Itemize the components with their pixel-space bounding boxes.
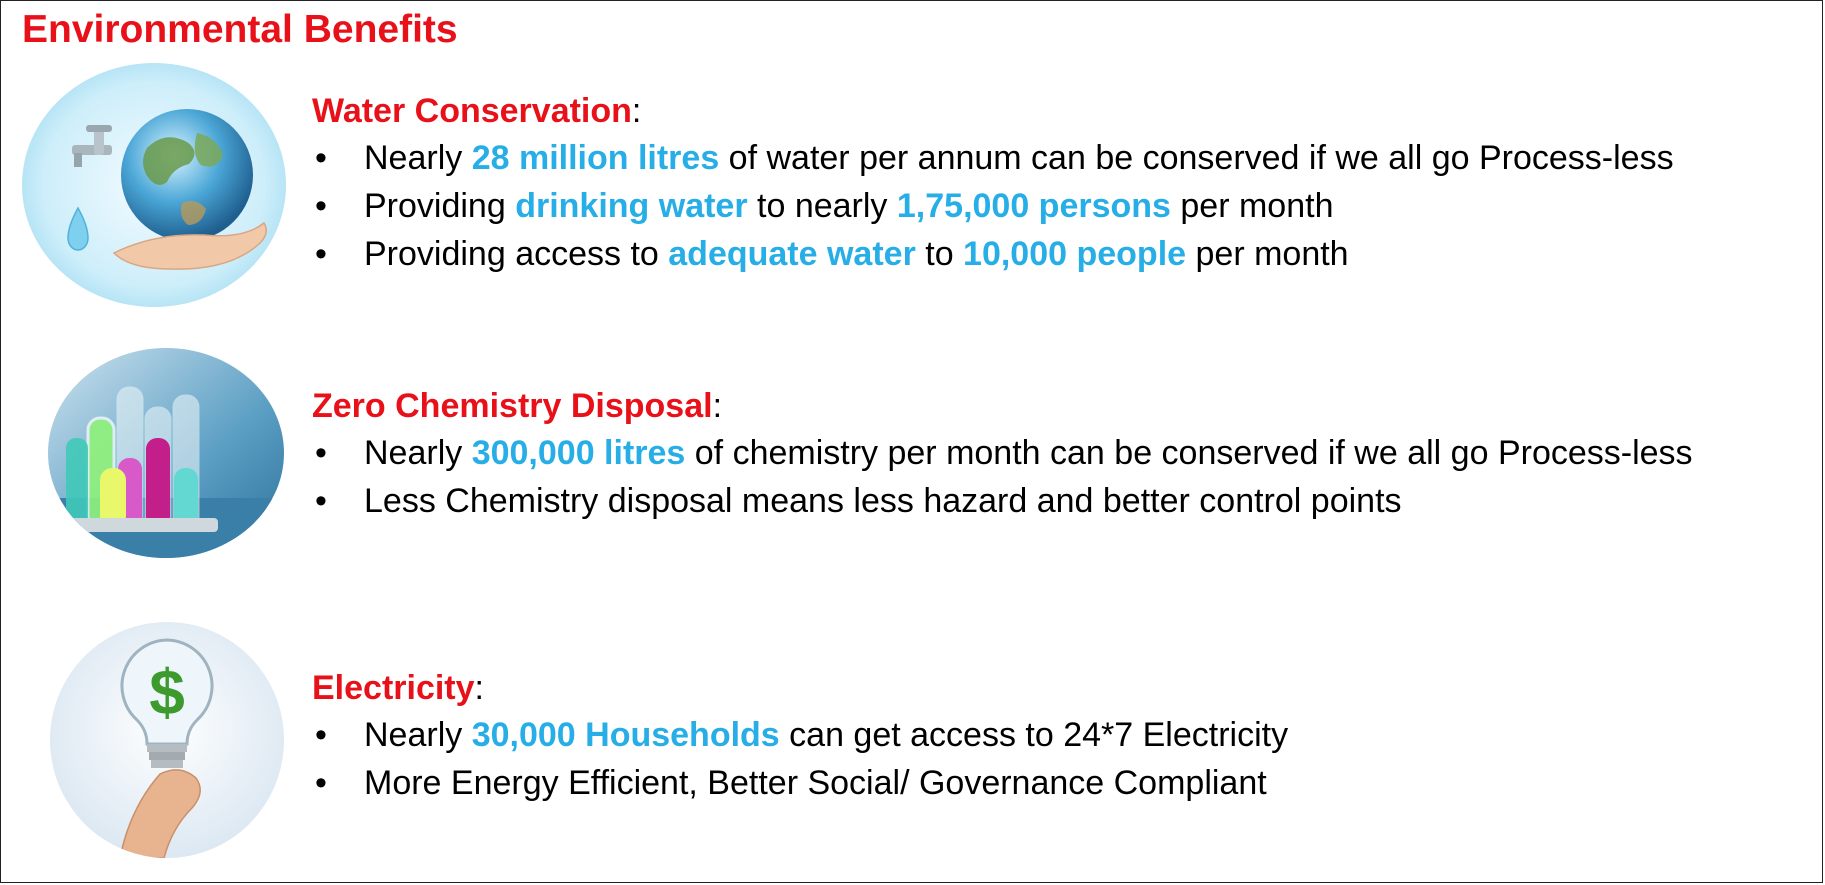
bullet-icon: • xyxy=(315,482,327,520)
section-electricity xyxy=(0,620,1825,860)
highlight-text: 1,75,000 persons xyxy=(896,187,1171,225)
electricity-content xyxy=(312,665,1288,807)
water-conservation-content xyxy=(312,88,1674,278)
svg-text:$: $ xyxy=(149,656,185,728)
text-span: can get access to 24*7 Electricity xyxy=(779,716,1289,754)
section-water-conservation xyxy=(0,60,1825,310)
section-heading xyxy=(312,665,1288,711)
bullet-list xyxy=(312,134,1674,278)
section-heading xyxy=(312,383,1693,429)
text-span: Nearly xyxy=(364,434,472,472)
text-span: More Energy Efficient, Better Social/ Governance Compliant xyxy=(364,764,1267,802)
highlight-text: 30,000 Households xyxy=(471,716,780,754)
section-zero-chemistry-disposal xyxy=(0,345,1825,565)
water-earth-hand-icon xyxy=(22,63,286,307)
zero-chemistry-content xyxy=(312,383,1693,525)
highlight-text: drinking water xyxy=(515,187,748,225)
bullet-list xyxy=(312,711,1288,807)
list-item xyxy=(312,711,1288,759)
heading-text: Zero Chemistry Disposal xyxy=(312,387,713,425)
test-tubes-icon xyxy=(48,348,284,558)
bullet-icon: • xyxy=(315,187,327,225)
text-span: of chemistry per month can be conserved if we all go Process-less xyxy=(685,434,1693,472)
highlight-text: 300,000 litres xyxy=(471,434,686,472)
text-span: of water per annum can be conserved if we all go Process-less xyxy=(719,139,1674,177)
highlight-text: 10,000 people xyxy=(963,235,1187,273)
list-item xyxy=(312,182,1674,230)
bullet-icon: • xyxy=(315,764,327,802)
list-item xyxy=(312,429,1693,477)
highlight-text: 28 million litres xyxy=(471,139,720,177)
list-item xyxy=(312,759,1288,807)
heading-text: Electricity xyxy=(312,669,475,707)
text-span: to nearly xyxy=(747,187,897,225)
text-span: per month xyxy=(1170,187,1334,225)
text-span: to xyxy=(915,235,964,273)
heading-colon: : xyxy=(712,387,723,425)
heading-colon: : xyxy=(474,669,484,707)
text-span: per month xyxy=(1186,235,1349,273)
text-span: Providing xyxy=(364,187,516,225)
list-item xyxy=(312,477,1693,525)
heading-colon: : xyxy=(631,92,642,130)
bullet-icon: • xyxy=(315,235,327,273)
section-heading xyxy=(312,88,1674,134)
text-span: Nearly xyxy=(364,139,472,177)
text-span: Providing access to xyxy=(364,235,669,273)
bullet-icon: • xyxy=(315,716,327,754)
text-span: Nearly xyxy=(364,716,472,754)
bullet-icon: • xyxy=(315,434,327,472)
bullet-icon: • xyxy=(315,139,327,177)
text-span: Less Chemistry disposal means less hazard and better control points xyxy=(364,482,1402,520)
dollar-lightbulb-icon xyxy=(50,622,284,858)
bullet-list xyxy=(312,429,1693,525)
heading-text: Water Conservation xyxy=(312,92,632,130)
list-item xyxy=(312,230,1674,278)
highlight-text: adequate water xyxy=(668,235,916,273)
list-item xyxy=(312,134,1674,182)
page-title: Environmental Benefits xyxy=(22,8,458,51)
